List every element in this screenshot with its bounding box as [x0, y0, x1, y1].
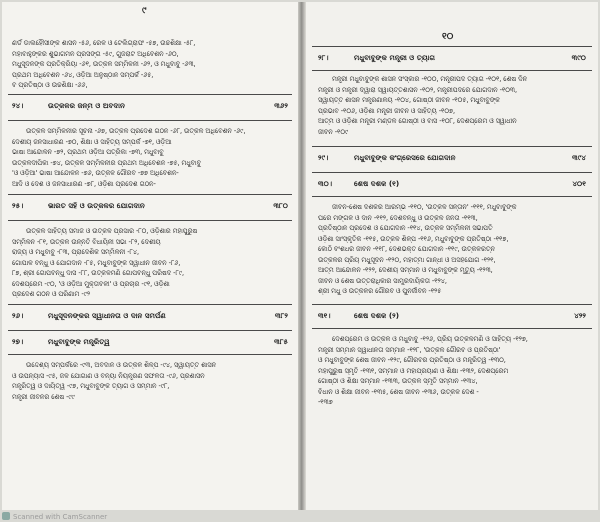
scanner-watermark	[2, 512, 107, 522]
section-number: ୨୭।	[12, 337, 24, 346]
section-number: ୩୦।	[318, 179, 333, 188]
section-page: ୪୦୧	[572, 179, 586, 188]
text-line: ଜୀବନ-ଶେଷ ଦଶକର ଆରମ୍ଭ -୧୧୦, 'ଉତ୍କଳ ସନ୍ତାନ' -୧୧୧, ମଧୁବାବୁଙ୍କ	[332, 203, 517, 211]
text-line: ଆଦି ଓ ଦେଶ ଓ ଜନସାଧାରଣ -୭୮, ଓଡ଼ିଶା ପ୍ରଦେଶ ଗଠନ-	[12, 179, 156, 188]
text-line: ମହାପୁରୁଷ ସ୍ମୃତି -୧୩୧, ସମ୍ମାନ ଓ ମହାପ୍ରୟାଣ ଓ ଶିକ୍ଷା -୧୩୨, ଦେଶପ୍ରେମ	[318, 366, 509, 375]
section-page: ୩୮୦	[273, 201, 288, 210]
text-line: ଆତ୍ମ ଆନ୍ଦୋଳନ -୧୨୨, ଦେଶୀୟ ସମ୍ମାନ ଓ ମଧୁବାବୁଙ୍କ ମୃତ୍ୟୁ -୧୨୩,	[318, 266, 493, 274]
section-page: ୩୮୫	[274, 337, 288, 346]
section-page: ୩୯୦	[571, 53, 586, 62]
section-divider	[312, 328, 592, 329]
section-divider	[312, 70, 592, 71]
text-line: ପ୍ରଥମ ଅଧିବେଶନ -୬୪, ଓଡ଼ିଆ ଅନୁଷ୍ଠାନ ସମ୍ପର୍କ -୬୫,	[12, 70, 154, 79]
section-title: ମଧୁବାବୁଙ୍କ ମନ୍ତ୍ରୀ ଓ ତ୍ୟାଗ	[354, 53, 435, 62]
text-line: ଶ୍ରୀ ମଧୁ ଓ ଉତ୍କଳର ଗୌରବ ଓ ପୁନର୍ଜୀବନ -୧୨୫	[318, 287, 442, 295]
section-title: ଶେଷ ଦଶକ (୨)	[354, 311, 400, 320]
section-divider	[312, 304, 592, 305]
text-line: ମଧୁସୂଦନଙ୍କ ପ୍ରତିକ୍ରିୟା -୬୧, ଉତ୍କଳ ସମ୍ମିଳନୀ -୬୨, ଓ ମଧୁବାବୁ -୬୩,	[12, 60, 196, 68]
section-body	[12, 226, 288, 300]
section-heading	[12, 98, 288, 114]
text-line: ଉତ୍କଳ ସମ୍ମିଳନୀର ସୂଚନା -୬୭, ଉତ୍କଳ ପ୍ରଦେଶ ଗଠନ -୬୮, ଉତ୍କଳ ଅଧିବେଶନ -୬୯,	[26, 127, 246, 135]
section-body	[318, 202, 586, 297]
section-divider	[312, 172, 592, 173]
page-number: ୧୦	[442, 32, 454, 42]
section-heading	[12, 308, 288, 324]
section-body	[318, 74, 586, 137]
section-body	[12, 126, 288, 189]
section-divider	[8, 220, 292, 221]
text-line: ପ୍ରଦେଶ ଗଠନ ଓ ପରିଣାମ -୯୨	[12, 290, 90, 298]
section-number: ୨୯।	[318, 153, 329, 162]
section-page: ୩୯୪	[572, 153, 586, 162]
section-body	[318, 334, 586, 408]
section-divider	[8, 304, 292, 305]
text-line: ଗୋଷ୍ଠୀ ଓ ଶିକ୍ଷା ସମ୍ମାନ -୧୩୩, ଉତ୍କଳ ସ୍ମୃତି ସମ୍ମାନ -୧୩୪,	[318, 377, 478, 385]
section-number: ୨୪।	[12, 101, 24, 110]
section-title: ମଧୁସୂଦନଙ୍କର ସ୍ୱାଧୀନତା ଓ ଦାନ ସମର୍ପଣ	[48, 311, 166, 320]
text-line: ଦେଶପ୍ରେମ -୯୦, 'ଓ ଓଡ଼ିଆ ମୁକ୍ତାବଳୀ' ଓ ପ୍ରଚାର -୯୧, ଓଡ଼ିଶା	[12, 279, 170, 288]
section-divider	[312, 46, 592, 47]
section-heading	[12, 334, 288, 350]
section-title: ମଧୁବାବୁଙ୍କ କଂଗ୍ରେସରେ ଯୋଗଦାନ	[354, 153, 456, 162]
section-divider	[312, 146, 592, 147]
section-heading	[318, 50, 586, 66]
intro-text-block	[12, 38, 288, 91]
watermark-text: Scanned with CamScanner	[13, 513, 108, 521]
text-line: ମନ୍ତ୍ରୀ ମଧୁବାବୁଙ୍କ ଶାସନ ସଂସ୍କାର -୧୦୦, ମନ୍ତ୍ରୀପଦ ତ୍ୟାଗ -୧୦୧, ଶେଷ ଦିନ	[332, 75, 528, 83]
section-heading	[318, 176, 586, 192]
text-line: ଦେଶୀୟ ଜନସାଧାରଣ -୭୦, ଶିକ୍ଷା ଓ ସାହିତ୍ୟ ସମ୍ପର୍କ -୭୧, ଓଡ଼ିଆ	[12, 137, 172, 146]
section-body	[12, 360, 288, 402]
section-divider	[8, 330, 292, 331]
section-heading	[318, 150, 586, 166]
text-line: ଭାଷା ଆନ୍ଦୋଳନ -୭୨, ପ୍ରଥମ ଓଡ଼ିଆ ପତ୍ରିକା -୭୩, ମଧୁବାବୁ	[12, 148, 164, 156]
text-line: -୧୩୭	[318, 398, 333, 406]
page-number: ୯	[142, 6, 147, 16]
text-line: ଆତ୍ମ ଓ ଓଡ଼ିଶା ମନ୍ତ୍ରୀ ମଣ୍ଡଳ ଗୋଷ୍ଠୀ ଓ ବାସ -୧୦୮, ଦେଶପ୍ରେମ ଓ ସ୍ୱାଧୀନ	[318, 117, 517, 125]
text-line: ମନ୍ତ୍ରୀ ସମ୍ମାନ ସ୍ୱାଧୀନତା ସମ୍ମାନ -୧୨୮, 'ଉତ୍କଳ ଗୌରବ ଓ ପ୍ରତିଷ୍ଠା'	[318, 345, 501, 354]
text-line: ପ୍ରଭାବ -୧୦୬, ଓଡ଼ିଶା ମନ୍ତ୍ରୀ ଜୀବନ ଓ ସାହିତ୍ୟ -୧୦୭,	[318, 106, 455, 115]
right-page	[306, 2, 598, 510]
text-line: ଓଡ଼ିଶା ସାଂସ୍କୃତିକ -୧୧୫, ଉତ୍କଳ ଶିଳ୍ପ -୧୧୬, ମଧୁବାବୁଙ୍କ ପ୍ରତିଷ୍ଠା -୧୧୭,	[318, 234, 509, 243]
text-line: ପ୍ରତିଷ୍ଠାନ ପ୍ରଦେଶ ଓ ଯୋଗଦାନ -୧୧୪, ଉତ୍କଳ ସମ୍ମିଳନୀ ସଭାପତି	[318, 224, 493, 232]
text-line: 'ଓ ଓଡ଼ିଆ' ଭାଷା ଆନ୍ଦୋଳନ -୭୬, ଉତ୍କଳ ଗୌରବ -୭୭ ଅଧିବେଶନ-	[12, 169, 179, 177]
section-page: ୪୨୨	[574, 311, 586, 320]
section-title: ଭାରତ ସହି ଓ ଉତ୍କଳର ଯୋଗଦାନ	[48, 201, 145, 210]
text-line: ମନ୍ତ୍ରୀ ଓ ମନ୍ତ୍ରୀ ଦ୍ୱାରା ସ୍ୱାୟତ୍ତଶାସନ -୧୦୨, ମନ୍ତ୍ରୀପଦରେ ଯୋଗଦାନ -୧୦୩,	[318, 85, 517, 94]
book-spread	[2, 2, 598, 510]
section-page: ୩୮୨	[275, 311, 288, 320]
text-line: ଉଦ୍ଦେଶ୍ୟ ସମ୍ପର୍କରେ -୯୩, ଅବଦାନ ଓ ଉତ୍କଳ ଶିଳ୍ପ -୯୪, ସ୍ୱାୟତ୍ତ ଶାସନ	[26, 361, 217, 369]
section-divider	[312, 196, 592, 197]
section-divider	[8, 120, 292, 121]
text-line: ଣର୍ଡ ଡାଲହୌସୀଙ୍କ ଶାସନ -୫୬, ରେଳ ଓ ଟେଲିଗ୍ରାଫ -୫୭, ଉଚ୍ଚଶିକ୍ଷା -୫୮,	[12, 39, 196, 47]
text-line: ୮୭, ଶ୍ରୀ ଗୋପବନ୍ଧୁ ଦାସ -୮୮, ଉତ୍କଳମଣି ଗୋପବନ୍ଧୁ ପରିଷଦ -୮୯,	[12, 269, 184, 277]
text-line: ମନ୍ତ୍ରୀ ଜୀବନର ଶେଷ -୯୯	[12, 392, 75, 401]
section-number: ୨୮।	[318, 53, 329, 62]
section-page: ୩୬୨	[274, 101, 288, 110]
text-line: ଜୀବନ ଓ ଶେଷ ଉତ୍ତରାଧିକାର ସାମ୍ପ୍ରଦାୟିକତା -୧୨୪,	[318, 276, 447, 285]
left-page	[2, 2, 298, 510]
text-line: ଉତ୍କଳଦୀପିକା -୭୪, ଉତ୍କଳ ସମ୍ମିଳନୀର ପ୍ରଥମ ଅଧିବେଶନ -୭୫, ମଧୁବାବୁ	[12, 158, 201, 167]
book-gutter	[298, 2, 306, 510]
text-line: ଓ ମଧୁବାବୁଙ୍କ ଶେଷ ଜୀବନ -୧୨୯, ଗୌରବର ପ୍ରତିଷ୍ଠା ଓ ମନ୍ତ୍ରିତ୍ୱ -୧୩୦,	[318, 356, 506, 364]
text-line: ବ ପ୍ରତିଷ୍ଠା ଓ ଉଚ୍ଚଶିକ୍ଷା -୬୬,	[12, 81, 88, 89]
text-line: କୋଠି ବଂଶଧର ଜୀବନ -୧୧୮, ଦେଶଭକ୍ତ ଯୋଗଦାନ -୧୧୯, ଉତ୍କଳରତ୍ନ	[318, 245, 495, 253]
text-line: ମହାବାହୁଙ୍କର ଶୁଭାଗମନ ପ୍ରସଙ୍ଗ -୫୯, ଗୁଜରାଟ ଅଧିବେଶନ -୬୦,	[12, 49, 179, 58]
text-line: ଓ ଉପନ୍ୟାସ -୯୫, ଜଳ ଯୋଗାଣ ଓ ବନ୍ୟା ନିୟନ୍ତ୍ରଣ ସଫଳତା -୯୬, ପ୍ରଶାସନ	[12, 371, 205, 380]
text-line: ଦେଶପ୍ରେମ ଓ ଉତ୍କଳ ଓ ମଧୁବାବୁ -୧୨୬, ପ୍ରିୟ ଉତ୍କଳମଣି ଓ ସାହିତ୍ୟ -୧୨୭,	[332, 335, 528, 343]
text-line: ମନ୍ତ୍ରିତ୍ୱ ଓ ଦାୟିତ୍ୱ -୯୭, ମଧୁବାବୁଙ୍କ ତ୍ୟାଗ ଓ ସମ୍ମାନ -୯୮,	[12, 382, 170, 390]
text-line: ଜୀବନ -୧୦୯	[318, 127, 349, 136]
text-line: ଉତ୍କଳ ସାହିତ୍ୟ ସମାଜ ଓ ଉତ୍କଳ ପ୍ରସାର -୮୦, ଓଡ଼ିଶାର ମହାପୁରୁଷ	[26, 227, 198, 235]
text-line: ବିଧାନ ଓ ଶିକ୍ଷା ଜୀବନ -୧୩୫, ଶେଷ ଜୀବନ -୧୩୬, ଉତ୍କଳ ଦେଶ -	[318, 387, 479, 396]
section-heading	[12, 198, 288, 214]
section-title: ମଧୁବାବୁଙ୍କ ମନ୍ତ୍ରିତ୍ୱ	[48, 337, 110, 346]
section-divider	[8, 194, 292, 195]
section-heading	[318, 308, 586, 324]
section-number: ୨୬।	[12, 311, 24, 320]
section-divider	[8, 354, 292, 355]
section-number: ୩୧।	[318, 311, 331, 320]
text-line: ଉତ୍କଳର ପ୍ରିୟ ମଧୁସୂଦନ -୧୨୦, ମହାତ୍ମା ଗାନ୍ଧୀ ଓ ଅସହଯୋଗ -୧୨୧,	[318, 255, 496, 264]
section-title: ଉତ୍କଳର ଜନ୍ମ ଓ ଅବଦାନ	[48, 101, 125, 110]
text-line: ସ୍ୱାୟତ୍ତ ଶାସନ ମନ୍ତ୍ରଣାଳୟ -୧୦୪, ଗୋଷ୍ଠୀ ଜୀବନ -୧୦୫, ମଧୁବାବୁଙ୍କ	[318, 96, 500, 104]
text-line: ଗୋପାଳ ବନ୍ଧୁ ଓ ଯୋଗଦାନ -୮୫, ମଧୁବାବୁଙ୍କ ସ୍ୱାଧୀନ ଜୀବନ -୮୬,	[12, 258, 181, 267]
text-line: ସମ୍ମିଳନ -୮୧, ଉତ୍କଳ ଉନ୍ନତି ବିଧାୟିନୀ ସଭା -୮୨, ଦେଶୀୟ	[12, 237, 161, 246]
section-number: ୨୫।	[12, 201, 24, 210]
section-title: ଶେଷ ଦଶକ (୧)	[354, 179, 400, 188]
camscanner-logo-icon	[2, 512, 10, 520]
text-line: ଘରେ ମଙ୍ଗଳ ଓ ଦାନ -୧୧୨, ଦେଶବନ୍ଧୁ ଓ ଉତ୍କଳ ଜନତା -୧୧୩,	[318, 213, 478, 222]
text-line: ରାଜ୍ୟ ଓ ମଧୁବାବୁ -୮୩, ପ୍ରାଦେଶିକ ସମ୍ମିଳନୀ -୮୪,	[12, 248, 139, 256]
section-divider	[8, 94, 292, 95]
